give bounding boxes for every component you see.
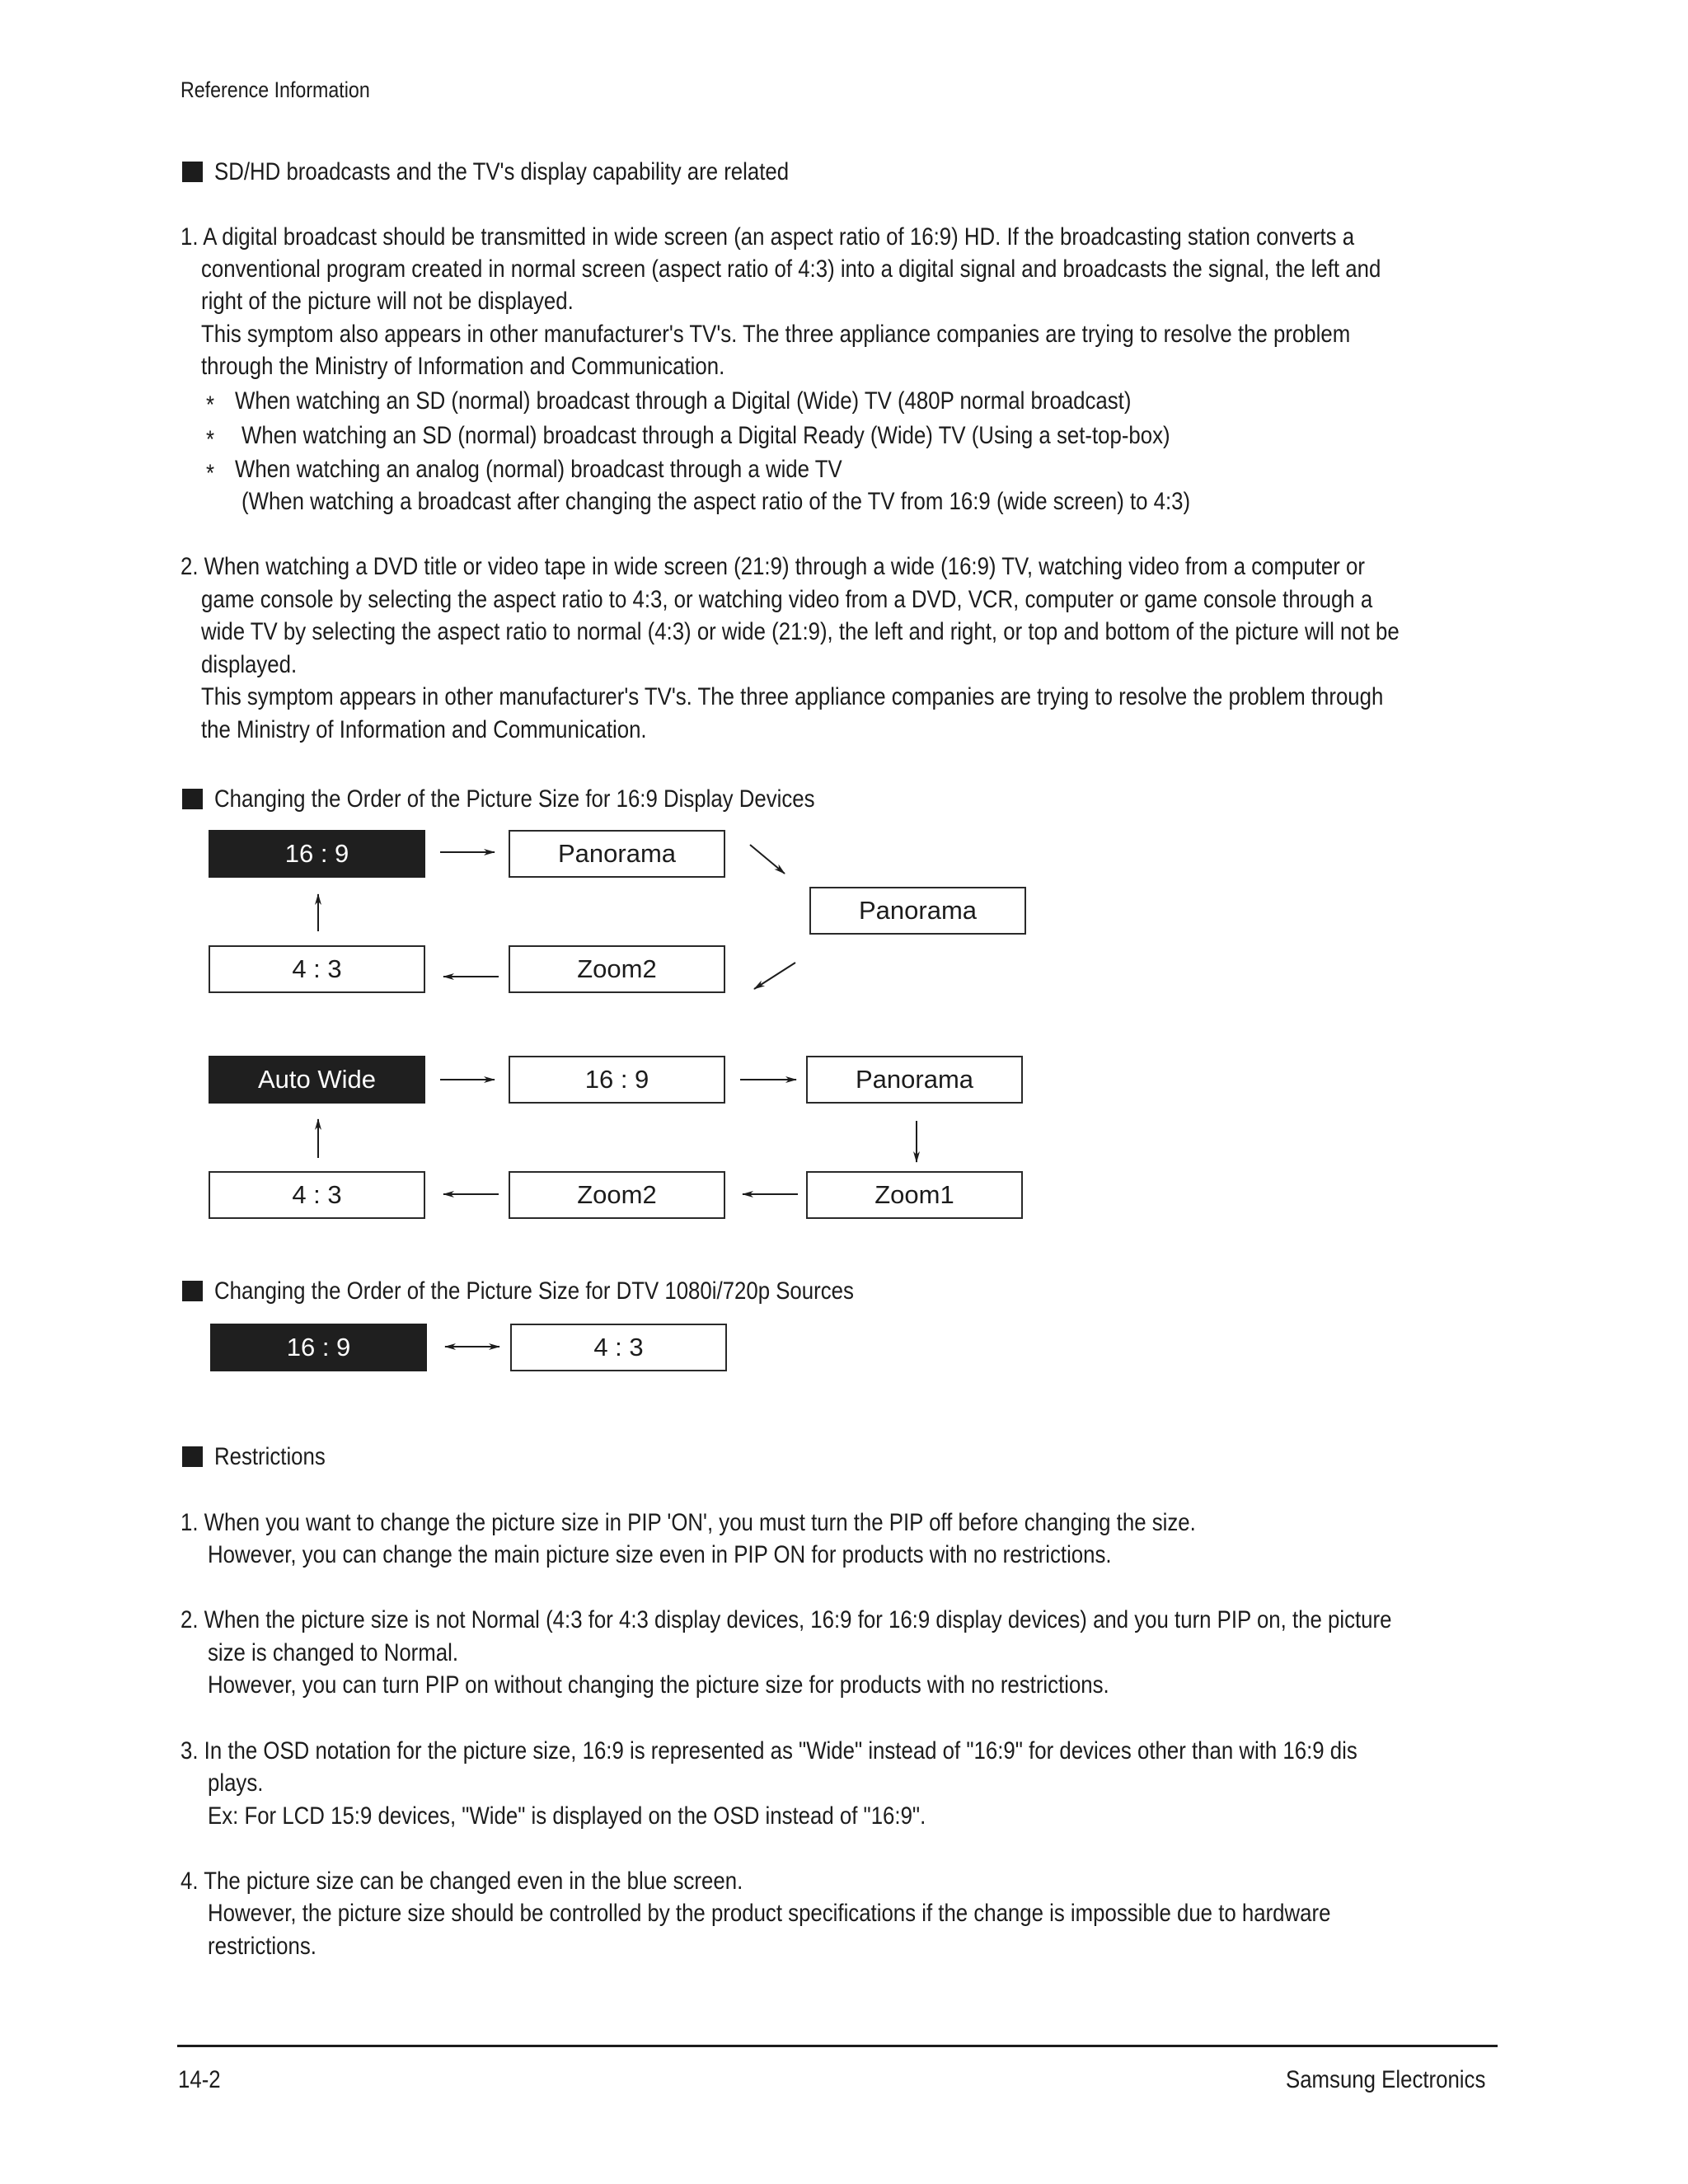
paragraph-line: 2. When watching a DVD title or video tape in wide screen (21:9) through a wide (16:9) TV, watching video from a computer or — [181, 553, 1365, 580]
paragraph-line: wide TV by selecting the aspect ratio to normal (4:3) or wide (21:9), the left and right, or top and bottom of the picture will not be — [201, 618, 1400, 645]
bullet-item: When watching an analog (normal) broadcast through a wide TV — [235, 456, 842, 483]
size-box-zoom1: Zoom1 — [806, 1171, 1023, 1219]
bullet-subline: (When watching a broadcast after changing the aspect ratio of the TV from 16:9 (wide screen) to 4:3) — [241, 488, 1191, 515]
restriction-line: restrictions. — [208, 1933, 316, 1960]
paragraph-line: This symptom appears in other manufacturer's TV's. The three appliance companies are trying to resolve the problem through — [201, 683, 1384, 710]
size-box-auto-wide: Auto Wide — [209, 1056, 425, 1104]
restriction-line: Ex: For LCD 15:9 devices, "Wide" is displayed on the OSD instead of "16:9". — [208, 1802, 926, 1830]
arrow-down-right-icon — [750, 845, 785, 874]
restriction-line: 4. The picture size can be changed even in the blue screen. — [181, 1868, 743, 1895]
footer-rule — [177, 2045, 1498, 2047]
restriction-line: 1. When you want to change the picture size in PIP 'ON', you must turn the PIP off before changing the size. — [181, 1509, 1196, 1536]
size-box-4-3: 4 : 3 — [209, 945, 425, 993]
paragraph-line: displayed. — [201, 651, 298, 678]
restriction-line: However, you can change the main picture size even in PIP ON for products with no restrictions. — [208, 1541, 1112, 1568]
size-box-panorama: Panorama — [509, 830, 725, 878]
bullet-item: When watching an SD (normal) broadcast through a Digital Ready (Wide) TV (Using a set-top-box) — [241, 422, 1170, 449]
restriction-line: 3. In the OSD notation for the picture size, 16:9 is represented as "Wide" instead of "16:9" for devices other than with 16:9 dis — [181, 1737, 1357, 1765]
running-header: Reference Information — [181, 77, 370, 102]
paragraph-line: through the Ministry of Information and Communication. — [201, 353, 725, 380]
size-box-4-3: 4 : 3 — [209, 1171, 425, 1219]
section-heading: Changing the Order of the Picture Size for 16:9 Display Devices — [214, 785, 815, 813]
size-box-16-9: 16 : 9 — [209, 830, 425, 878]
restriction-line: size is changed to Normal. — [208, 1639, 459, 1666]
company-name: Samsung Electronics — [1286, 2066, 1486, 2093]
asterisk-icon: * — [206, 391, 215, 419]
page-number: 14-2 — [178, 2066, 221, 2093]
paragraph-line: 1. A digital broadcast should be transmitted in wide screen (an aspect ratio of 16:9) HD. If the broadcasting station converts a — [181, 223, 1355, 251]
restriction-line: 2. When the picture size is not Normal (4:3 for 4:3 display devices, 16:9 for 16:9 display devices) and you turn PIP on, the picture — [181, 1606, 1392, 1633]
section-heading: Changing the Order of the Picture Size for DTV 1080i/720p Sources — [214, 1277, 854, 1305]
bullet-item: When watching an SD (normal) broadcast through a Digital (Wide) TV (480P normal broadcast) — [235, 387, 1132, 415]
section-heading: SD/HD broadcasts and the TV's display capability are related — [214, 158, 790, 185]
restriction-line: plays. — [208, 1769, 264, 1797]
size-box-panorama: Panorama — [809, 887, 1026, 935]
size-box-zoom2: Zoom2 — [509, 945, 725, 993]
paragraph-line: the Ministry of Information and Communication. — [201, 716, 647, 743]
restriction-line: However, the picture size should be controlled by the product specifications if the change is impossible due to hardware — [208, 1900, 1331, 1927]
asterisk-icon: * — [206, 460, 215, 487]
arrow-down-left-icon — [754, 963, 795, 989]
paragraph-line: This symptom also appears in other manufacturer's TV's. The three appliance companies are trying to resolve the problem — [201, 321, 1351, 348]
paragraph-line: right of the picture will not be displayed. — [201, 288, 574, 315]
paragraph-line: conventional program created in normal screen (aspect ratio of 4:3) into a digital signal and broadcasts the signal, the left and — [201, 255, 1381, 283]
asterisk-icon: * — [206, 426, 215, 453]
size-box-panorama: Panorama — [806, 1056, 1023, 1104]
paragraph-line: game console by selecting the aspect ratio to 4:3, or watching video from a DVD, VCR, computer or game console through a — [201, 586, 1373, 613]
section-heading: Restrictions — [214, 1443, 326, 1470]
size-box-4-3: 4 : 3 — [510, 1324, 727, 1371]
restriction-line: However, you can turn PIP on without changing the picture size for products with no restrictions. — [208, 1671, 1109, 1699]
size-box-16-9: 16 : 9 — [210, 1324, 427, 1371]
square-bullet-icon — [182, 1446, 203, 1467]
size-box-16-9: 16 : 9 — [509, 1056, 725, 1104]
size-box-zoom2: Zoom2 — [509, 1171, 725, 1219]
